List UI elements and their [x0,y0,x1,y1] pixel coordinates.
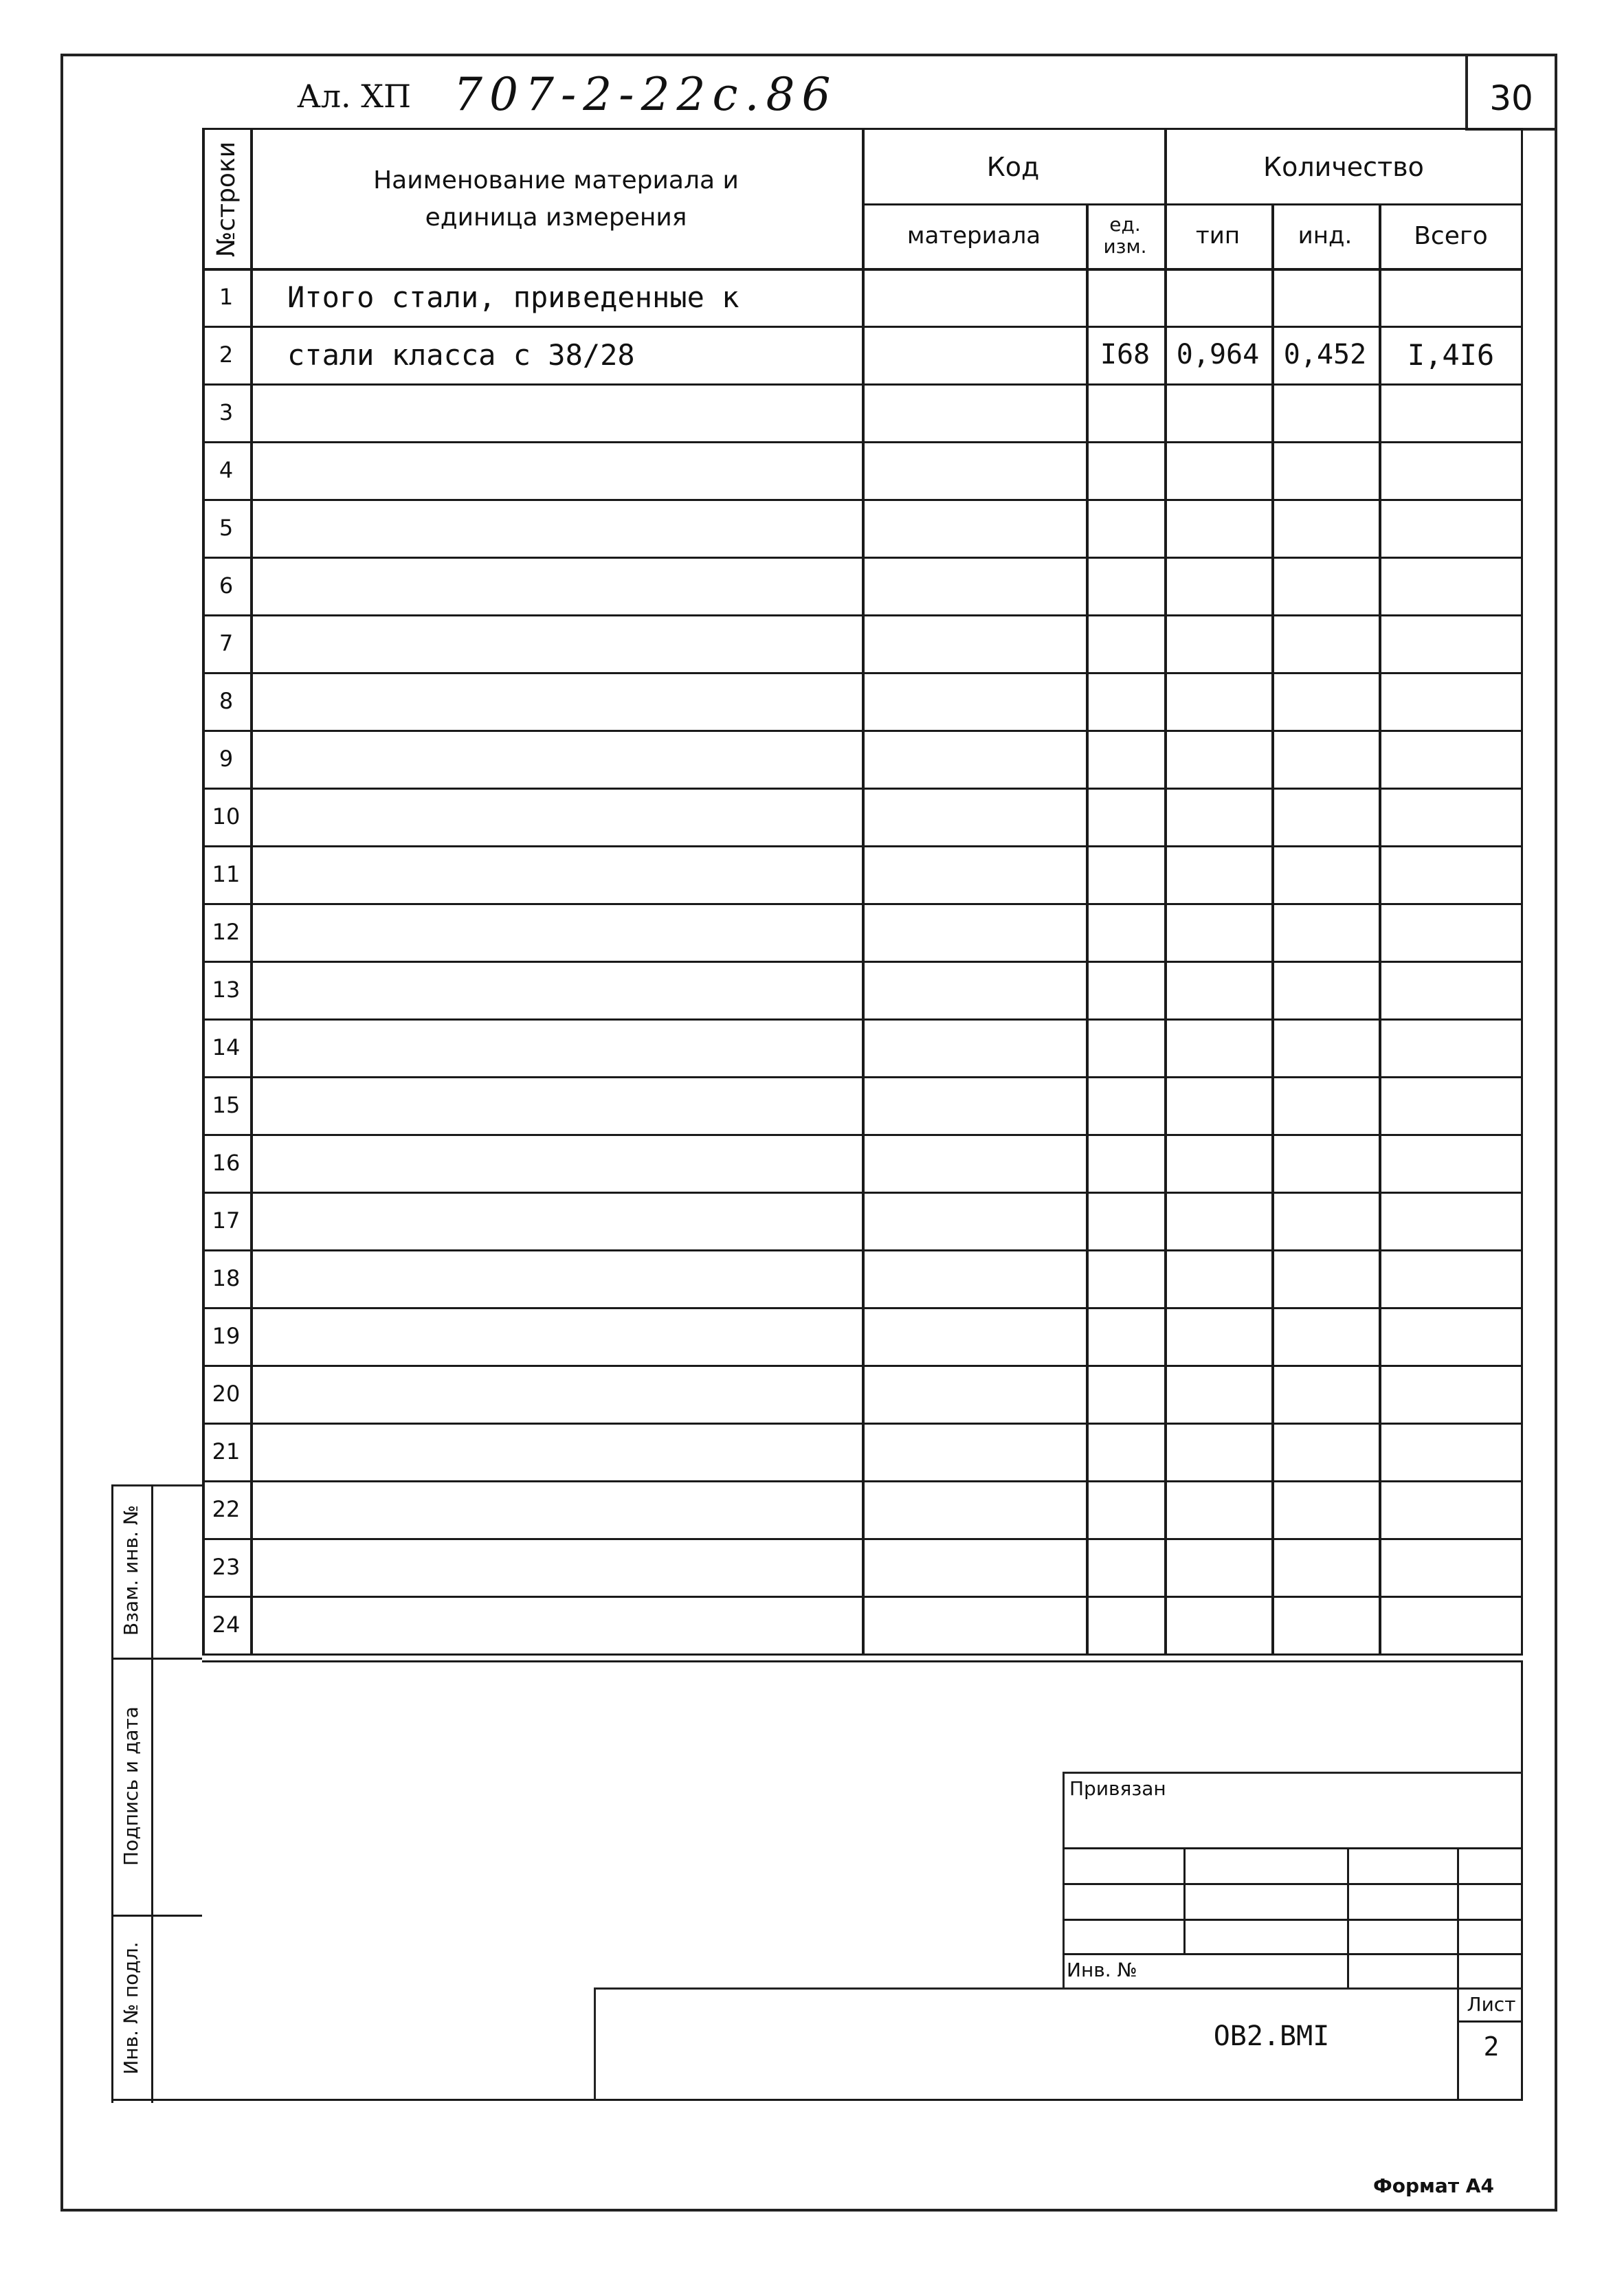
col-code-material-header: материала [906,222,1041,249]
qty-type [1164,1480,1271,1538]
material-name [250,383,862,441]
qty-ind: 0,452 [1283,339,1367,370]
qty-ind [1271,961,1379,1018]
material-code [862,1018,1086,1076]
col-code-header: Код [986,152,1040,182]
qty-type [1164,961,1271,1018]
privyazan-label: Привязан [1069,1777,1166,1800]
row-number: 10 [212,803,241,829]
unit-code [1086,557,1164,614]
material-name: Итого стали, приведенные к [287,280,739,314]
qty-total [1379,1249,1523,1307]
row-number: 17 [212,1207,241,1234]
material-code [862,903,1086,961]
row-number: 3 [219,399,234,425]
material-name [250,788,862,845]
sheet-number: 2 [1483,2031,1500,2062]
material-name [250,1596,862,1653]
tb-vline-1 [1183,1847,1186,1953]
side-vzam-inv: Взам. инв. № [120,1504,142,1636]
qty-ind [1271,499,1379,557]
side-stamp-left-edge [111,1484,113,2103]
unit-code [1086,1480,1164,1538]
tb-line-1 [1063,1847,1523,1849]
material-code [862,1249,1086,1307]
material-code [862,1307,1086,1365]
qty-type [1164,1192,1271,1249]
qty-type [1164,499,1271,557]
unit-code [1086,1018,1164,1076]
qty-total [1379,1134,1523,1192]
row-number: 2 [219,342,234,368]
unit-code [1086,1249,1164,1307]
unit-code [1086,672,1164,730]
qty-ind [1271,1365,1379,1423]
col-qty-ind-header: инд. [1298,222,1353,249]
qty-ind [1271,1134,1379,1192]
row-number: 13 [212,977,241,1003]
row-number: 11 [212,861,241,887]
qty-total [1379,1538,1523,1596]
col-qty-type-header: тип [1195,222,1241,249]
row-number: 24 [212,1612,241,1638]
unit-code [1086,961,1164,1018]
qty-total [1379,1076,1523,1134]
material-code [862,1596,1086,1653]
material-name [250,499,862,557]
material-code [862,1423,1086,1480]
material-name [250,1134,862,1192]
unit-code [1086,730,1164,788]
qty-ind [1271,1538,1379,1596]
qty-total [1379,268,1523,326]
qty-total [1379,672,1523,730]
qty-ind [1271,1480,1379,1538]
material-name [250,1249,862,1307]
material-code [862,383,1086,441]
qty-ind [1271,268,1379,326]
tb-line-2 [1063,1883,1523,1885]
qty-ind [1271,1249,1379,1307]
material-name: стали класса с 38/28 [287,337,635,372]
material-name [250,845,862,903]
row-number: 21 [212,1438,241,1464]
material-name [250,1480,862,1538]
table-bottom-border [202,1653,1523,1656]
unit-code [1086,1076,1164,1134]
side-stamp-divider [151,1484,153,2103]
material-code [862,1192,1086,1249]
unit-code [1086,614,1164,672]
unit-code [1086,1365,1164,1423]
material-code [862,672,1086,730]
qty-type [1164,557,1271,614]
unit-code [1086,1423,1164,1480]
row-number: 20 [212,1381,241,1407]
row-number: 18 [212,1265,241,1291]
project-code: 707-2-22с.86 [454,68,838,121]
unit-code: I68 [1100,339,1150,370]
material-code [862,788,1086,845]
material-code [862,1076,1086,1134]
material-name [250,614,862,672]
qty-ind [1271,383,1379,441]
qty-total [1379,1192,1523,1249]
qty-total [1379,1480,1523,1538]
inv-no-label: Инв. № [1067,1959,1137,1981]
unit-code [1086,1134,1164,1192]
unit-code [1086,788,1164,845]
tb-vline-3 [1457,1847,1459,1989]
qty-total [1379,845,1523,903]
qty-type [1164,1249,1271,1307]
unit-code [1086,1596,1164,1653]
material-code [862,961,1086,1018]
qty-type [1164,1134,1271,1192]
tb-line-3 [1063,1919,1523,1921]
row-number: 1 [219,284,234,310]
qty-ind [1271,441,1379,499]
material-code [862,499,1086,557]
material-code [862,1480,1086,1538]
qty-ind [1271,788,1379,845]
qty-type: 0,964 [1176,339,1260,370]
qty-total [1379,730,1523,788]
material-code [862,614,1086,672]
qty-ind [1271,845,1379,903]
row-number: 4 [219,457,234,483]
unit-code [1086,845,1164,903]
qty-type [1164,845,1271,903]
title-block-main [594,1987,1523,2100]
row-number: 14 [212,1034,241,1060]
material-name [250,1307,862,1365]
qty-type [1164,1365,1271,1423]
side-podpis-data: Подпись и дата [120,1706,142,1866]
material-code [862,557,1086,614]
unit-code [1086,903,1164,961]
qty-total [1379,383,1523,441]
qty-total [1379,788,1523,845]
qty-ind [1271,614,1379,672]
qty-type [1164,1307,1271,1365]
qty-total: I,4I6 [1407,337,1495,372]
qty-ind [1271,1018,1379,1076]
material-name [250,1423,862,1480]
header-sub-line [862,203,1523,205]
qty-ind [1271,557,1379,614]
qty-total [1379,961,1523,1018]
material-code [862,1365,1086,1423]
unit-code [1086,1538,1164,1596]
sheet-label: Лист [1467,1993,1516,2016]
qty-type [1164,1423,1271,1480]
row-number: 5 [219,515,234,541]
row-number: 22 [212,1496,241,1522]
tb-line-4 [1063,1953,1523,1955]
row-number: 7 [219,630,234,656]
qty-ind [1271,1076,1379,1134]
qty-type [1164,441,1271,499]
unit-code [1086,499,1164,557]
col-qty-total-header: Всего [1414,221,1488,250]
row-number: 16 [212,1150,241,1176]
qty-ind [1271,730,1379,788]
col-qty-header: Количество [1263,152,1424,182]
material-name [250,1192,862,1249]
row-number: 12 [212,919,241,945]
unit-code [1086,441,1164,499]
unit-code [1086,383,1164,441]
row-number: 15 [212,1092,241,1118]
qty-total [1379,441,1523,499]
qty-type [1164,788,1271,845]
tb-vline-2 [1347,1847,1349,1989]
material-name [250,441,862,499]
col-name-header-text: Наименование материала и единица измерения [373,166,739,232]
qty-total [1379,903,1523,961]
page-number: 30 [1489,78,1533,118]
material-name [250,730,862,788]
row-number: 19 [212,1323,241,1349]
sheet-box-line [1457,2020,1523,2023]
bottom-area-top [202,1660,1523,1662]
qty-type [1164,1596,1271,1653]
row-number: 6 [219,572,234,599]
qty-total [1379,1307,1523,1365]
unit-code [1086,268,1164,326]
qty-type [1164,383,1271,441]
row-number: 23 [212,1554,241,1580]
unit-code [1086,1307,1164,1365]
qty-type [1164,672,1271,730]
qty-type [1164,1018,1271,1076]
material-name [250,1076,862,1134]
qty-ind [1271,1596,1379,1653]
qty-total [1379,1365,1523,1423]
sheet-box-divider [1457,1987,1459,2100]
album-prefix: Ал. XП [297,78,412,115]
material-name [250,672,862,730]
col-code-unit-header: ед. изм. [1103,213,1147,258]
qty-total [1379,499,1523,557]
material-name [250,1365,862,1423]
qty-type [1164,268,1271,326]
doc-code: ОВ2.ВМI [1213,2020,1330,2052]
qty-total [1379,1018,1523,1076]
qty-ind [1271,1423,1379,1480]
material-code [862,268,1086,326]
col-rownum-header: №строки [212,141,241,258]
material-name [250,903,862,961]
material-code [862,1134,1086,1192]
qty-type [1164,1538,1271,1596]
material-name [250,1018,862,1076]
material-name [250,1538,862,1596]
material-name [250,557,862,614]
qty-total [1379,1596,1523,1653]
qty-type [1164,730,1271,788]
qty-ind [1271,903,1379,961]
qty-ind [1271,672,1379,730]
qty-total [1379,1423,1523,1480]
qty-total [1379,557,1523,614]
material-code [862,326,1086,383]
qty-type [1164,903,1271,961]
material-code [862,1538,1086,1596]
qty-ind [1271,1192,1379,1249]
material-code [862,845,1086,903]
row-number: 8 [219,688,234,714]
qty-type [1164,614,1271,672]
material-code [862,441,1086,499]
row-number: 9 [219,746,234,772]
qty-type [1164,1076,1271,1134]
qty-ind [1271,1307,1379,1365]
col-name-header [250,131,862,268]
material-name [250,961,862,1018]
qty-total [1379,614,1523,672]
material-code [862,730,1086,788]
format-label: Формат А4 [1373,2174,1494,2197]
side-inv-podl: Инв. № подл. [120,1941,142,2075]
unit-code [1086,1192,1164,1249]
